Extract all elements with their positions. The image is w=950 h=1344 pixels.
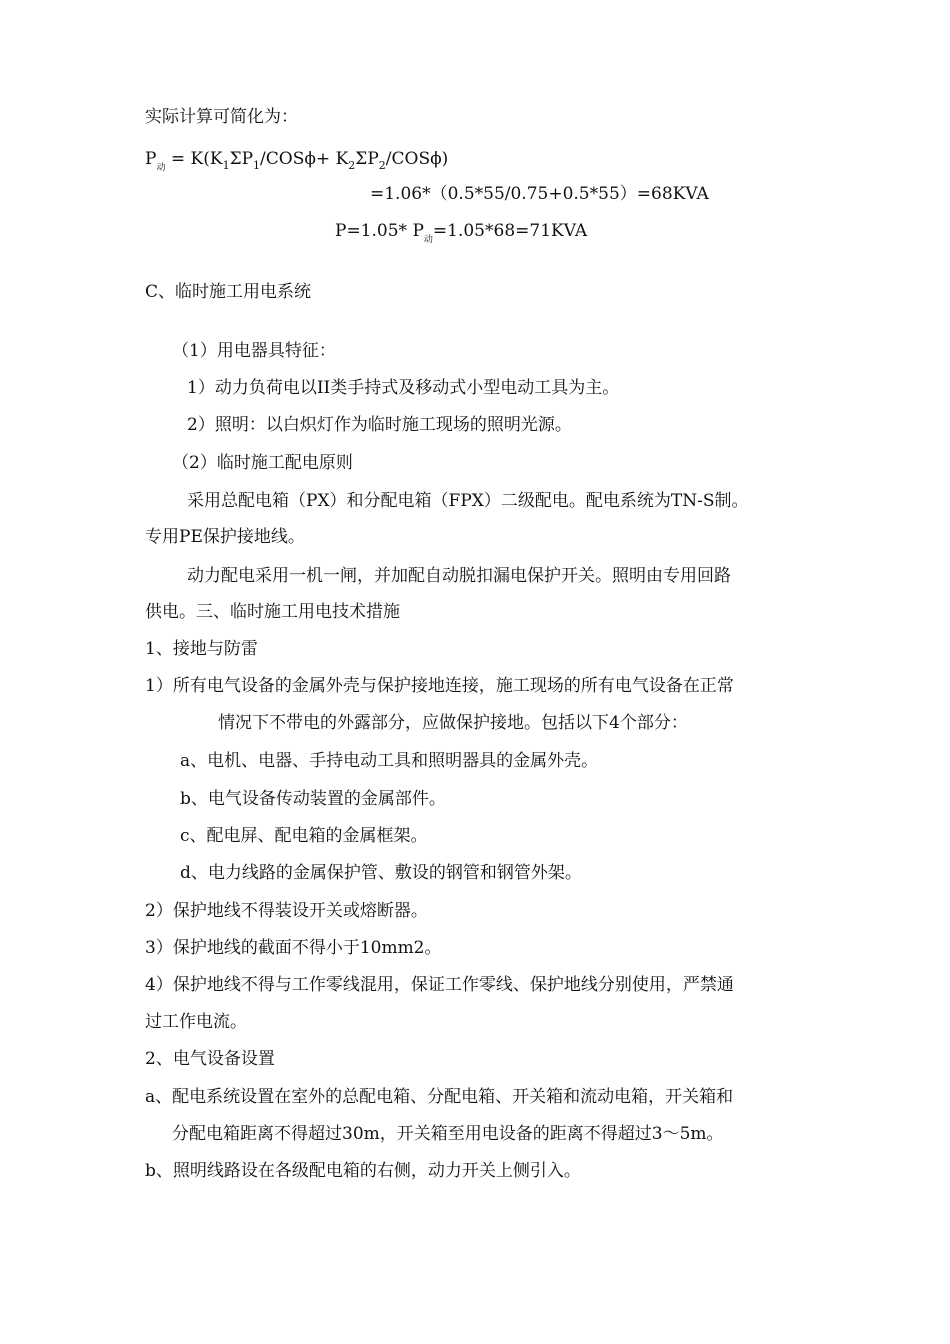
section-heading: 2、电气设备设置 [145,1049,275,1069]
list-item: 4）保护地线不得与工作零线混用，保证工作零线、保护地线分别使用，严禁通 [145,975,734,995]
list-item-continuation: 分配电箱距离不得超过30m，开关箱至用电设备的距离不得超过3～5m。 [172,1124,724,1144]
section-heading: 1、接地与防雷 [145,639,258,659]
formula-subscript: 1 [253,159,261,172]
list-item: a、电机、电器、手持电动工具和照明器具的金属外壳。 [180,751,599,771]
formula-subscript: 动 [423,235,433,245]
list-item: 1）所有电气设备的金属外壳与保护接地连接，施工现场的所有电气设备在正常 [145,676,734,696]
paragraph-line: 供电。三、临时施工用电技术措施 [145,602,400,622]
list-item: c、配电屏、配电箱的金属框架。 [180,826,428,846]
formula-subscript: 2 [378,159,386,172]
formula-subscript: 1 [222,159,230,172]
formula-text: /COSϕ+ K [260,149,349,169]
section-heading: C、临时施工用电系统 [145,282,312,302]
formula-line [335,220,587,245]
formula-text: =1.05*68=71KVA [432,221,588,241]
formula-subscript: 动 [156,163,166,173]
formula-text: P [145,149,157,169]
paragraph-line: 动力配电采用一机一闸，并加配自动脱扣漏电保护开关。照明由专用回路 [187,566,731,586]
list-item: d、电力线路的金属保护管、敷设的钢管和钢管外架。 [180,863,582,883]
list-item: 2）照明：以白炽灯作为临时施工现场的照明光源。 [187,415,572,435]
formula-subscript: 2 [348,159,356,172]
subsection-heading: （1）用电器具特征： [172,341,336,361]
list-item-continuation: 过工作电流。 [145,1012,247,1032]
formula-text: ΣP [229,149,254,169]
formula-line: =1.06*（0.5*55/0.75+0.5*55）=68KVA [370,184,709,204]
list-item-continuation: 情况下不带电的外露部分，应做保护接地。包括以下4个部分： [218,713,688,733]
list-item: 2）保护地线不得装设开关或熔断器。 [145,901,428,921]
list-item: b、电气设备传动装置的金属部件。 [180,789,446,809]
list-item: 1）动力负荷电以II类手持式及移动式小型电动工具为主。 [187,378,620,398]
paragraph-line: 专用PE保护接地线。 [145,527,305,547]
paragraph-line: 采用总配电箱（PX）和分配电箱（FPX）二级配电。配电系统为TN-S制。 [187,491,749,511]
formula-text: ΣP [355,149,379,169]
formula-line [145,148,448,173]
list-item: b、照明线路设在各级配电箱的右侧，动力开关上侧引入。 [145,1161,581,1181]
list-item: a、配电系统设置在室外的总配电箱、分配电箱、开关箱和流动电箱，开关箱和 [145,1087,734,1107]
formula-text: = K(K [165,149,223,169]
subsection-heading: （2）临时施工配电原则 [172,453,353,473]
formula-text: /COSϕ) [385,149,449,169]
list-item: 3）保护地线的截面不得小于10mm2。 [145,938,442,958]
formula-text: P=1.05* P [335,221,424,241]
text-line: 实际计算可简化为： [145,107,298,127]
